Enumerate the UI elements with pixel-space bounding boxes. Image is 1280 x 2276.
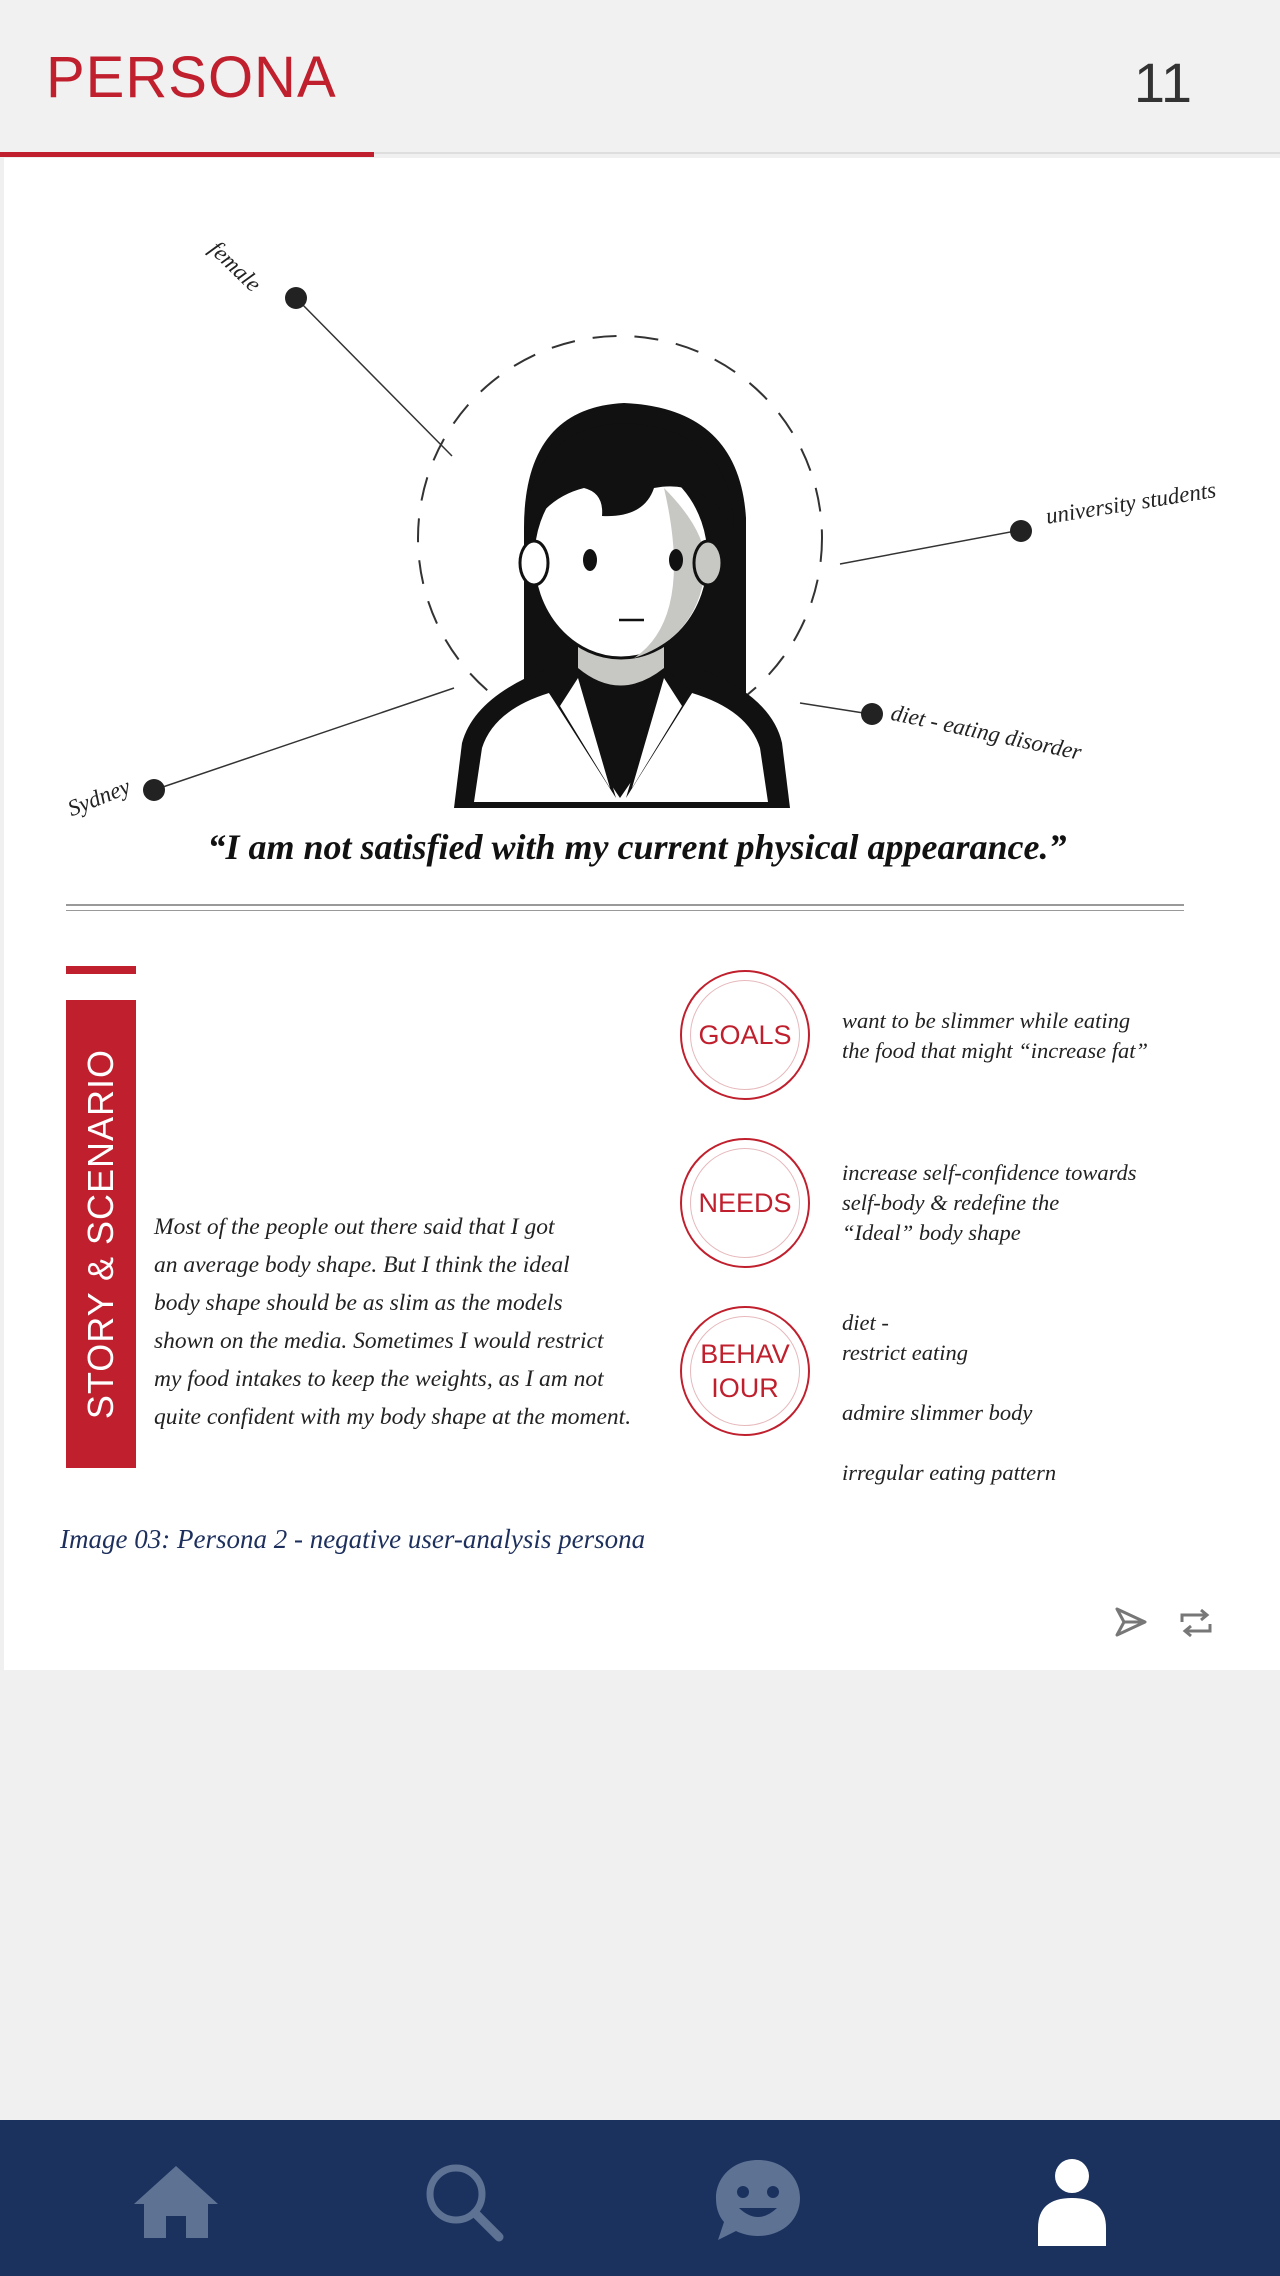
behaviour-label — [690, 1316, 800, 1426]
repeat-icon[interactable] — [1178, 1608, 1214, 1638]
story-paragraph — [154, 1208, 674, 1436]
page-title: PERSONA — [46, 45, 337, 110]
node-university — [1010, 520, 1032, 542]
behaviour-item: diet - — [842, 1310, 889, 1335]
needs-line: “Ideal” body shape — [842, 1220, 1021, 1245]
divider — [66, 904, 1184, 906]
behaviour-item: restrict eating — [842, 1340, 969, 1365]
node-sydney — [143, 779, 165, 801]
image-caption: Image 03: Persona 2 - negative user-analysis persona — [60, 1524, 646, 1554]
label-female: female — [204, 236, 267, 297]
profile-icon[interactable] — [1034, 2156, 1110, 2246]
connector-university — [840, 530, 1021, 564]
label-university-students: university students — [1044, 477, 1218, 529]
label-sydney: Sydney — [64, 773, 134, 822]
bottom-nav-bar — [0, 2120, 1280, 2276]
behaviour-item: admire slimmer body — [842, 1400, 1033, 1425]
persona-quote: “I am not satisfied with my current physical appearance.” — [207, 827, 1067, 867]
node-female — [285, 287, 307, 309]
story-line: an average body shape. But I think the ideal — [154, 1252, 570, 1278]
goals-label: GOALS — [690, 980, 800, 1090]
needs-label: NEEDS — [690, 1148, 800, 1258]
story-line: my food intakes to keep the weights, as I am not — [154, 1366, 604, 1392]
behaviour-text — [842, 1308, 1262, 1488]
behaviour-label-line1: BEHAV — [700, 1339, 790, 1369]
needs-line: self-body & redefine the — [842, 1190, 1060, 1215]
connector-sydney — [154, 688, 454, 790]
persona-diagram — [4, 158, 1280, 818]
story-tab-accent — [66, 966, 136, 974]
divider — [66, 910, 1184, 911]
story-scenario-tab — [66, 1000, 136, 1468]
persona-avatar — [454, 403, 790, 808]
send-icon[interactable] — [1114, 1606, 1148, 1638]
label-diet-eating-disorder: diet - eating disorder — [888, 700, 1084, 765]
story-tab-label: STORY & SCENARIO — [80, 1048, 121, 1420]
title-underline — [0, 152, 374, 157]
goals-line: want to be slimmer while eating — [842, 1008, 1131, 1033]
needs-text — [842, 1158, 1262, 1248]
goals-line: the food that might “increase fat” — [842, 1038, 1149, 1063]
story-line: shown on the media. Sometimes I would restrict — [154, 1328, 604, 1354]
connector-diet — [800, 703, 870, 714]
behaviour-item: irregular eating pattern — [842, 1460, 1057, 1485]
page-number: 11 — [1133, 51, 1192, 114]
top-header — [0, 0, 1280, 154]
needs-badge — [680, 1138, 810, 1268]
behaviour-badge — [680, 1306, 810, 1436]
behaviour-label-line2: IOUR — [711, 1373, 779, 1403]
needs-line: increase self-confidence towards — [842, 1160, 1137, 1185]
connector-female — [296, 298, 452, 456]
story-line: Most of the people out there said that I got — [154, 1214, 555, 1240]
chat-icon[interactable] — [712, 2156, 804, 2244]
story-line: body shape should be as slim as the models — [154, 1290, 563, 1316]
goals-badge — [680, 970, 810, 1100]
persona-card — [4, 158, 1280, 1670]
search-icon[interactable] — [422, 2160, 504, 2242]
home-icon[interactable] — [132, 2160, 220, 2240]
node-diet — [861, 703, 883, 725]
story-line: quite confident with my body shape at the moment. — [154, 1404, 632, 1430]
goals-text — [842, 1006, 1262, 1066]
